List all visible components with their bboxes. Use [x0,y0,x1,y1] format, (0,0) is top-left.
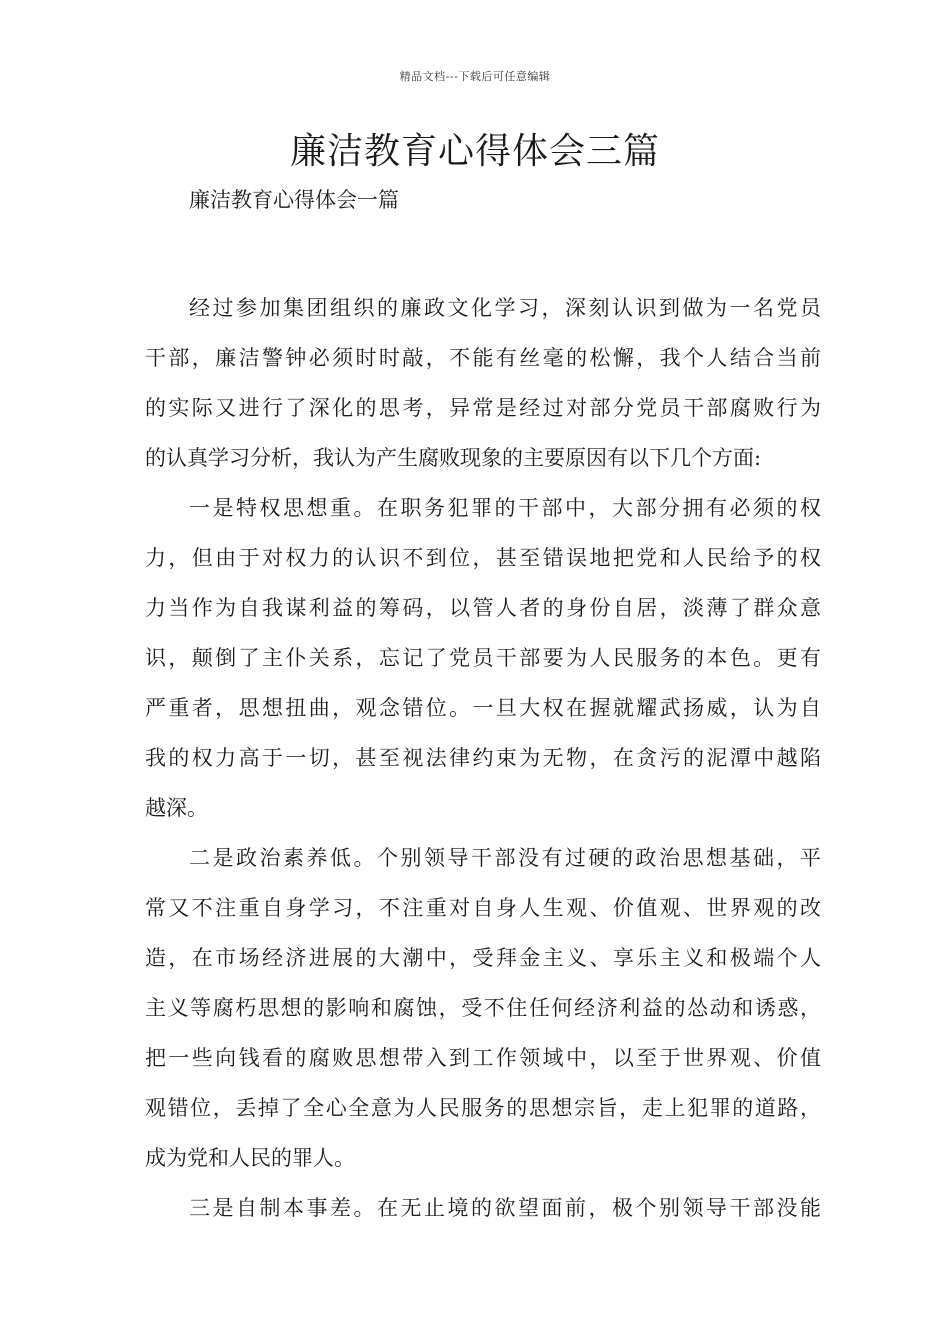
document-subtitle: 廉洁教育心得体会一篇 [189,188,399,212]
page-header-note: 精品文档---下载后可任意编辑 [399,70,551,83]
text-line: 经过参加集团组织的廉政文化学习，深刻认识到做为一名党员 [189,296,821,320]
text-line: 严重者，思想扭曲，观念错位。一旦大权在握就耀武扬威，认为自 [145,696,821,720]
text-line: 造，在市场经济进展的大潮中，受拜金主义、享乐主义和极端个人 [145,946,821,970]
text-line: 把一些向钱看的腐败思想带入到工作领域中，以至于世界观、价值 [145,1046,821,1070]
text-line: 的实际又进行了深化的思考，异常是经过对部分党员干部腐败行为 [145,396,821,420]
text-line: 常又不注重自身学习，不注重对自身人生观、价值观、世界观的改 [145,896,821,920]
text-line: 成为党和人民的罪人。 [145,1146,355,1170]
text-line: 干部，廉洁警钟必须时时敲，不能有丝毫的松懈，我个人结合当前 [145,346,821,370]
text-line: 二是政治素养低。个别领导干部没有过硬的政治思想基础，平 [189,846,821,870]
text-line: 识，颠倒了主仆关系，忘记了党员干部要为人民服务的本色。更有 [145,646,821,670]
body-text [145,283,821,1233]
document-title: 廉洁教育心得体会三篇 [289,131,660,172]
text-line: 主义等腐朽思想的影响和腐蚀，受不住任何经济利益的怂动和诱惑， [145,996,821,1020]
text-line: 我的权力高于一切，甚至视法律约束为无物，在贪污的泥潭中越陷 [145,746,821,770]
text-line: 的认真学习分析，我认为产生腐败现象的主要原因有以下几个方面: [145,446,762,470]
text-line: 观错位，丢掉了全心全意为人民服务的思想宗旨，走上犯罪的道路， [145,1096,821,1120]
text-line: 力，但由于对权力的认识不到位，甚至错误地把党和人民给予的权 [145,546,821,570]
text-line: 越深。 [145,796,208,820]
text-line: 一是特权思想重。在职务犯罪的干部中，大部分拥有必须的权 [189,496,821,520]
text-line: 力当作为自我谋利益的筹码，以管人者的身份自居，淡薄了群众意 [145,596,821,620]
text-line: 三是自制本事差。在无止境的欲望面前，极个别领导干部没能 [189,1196,821,1220]
